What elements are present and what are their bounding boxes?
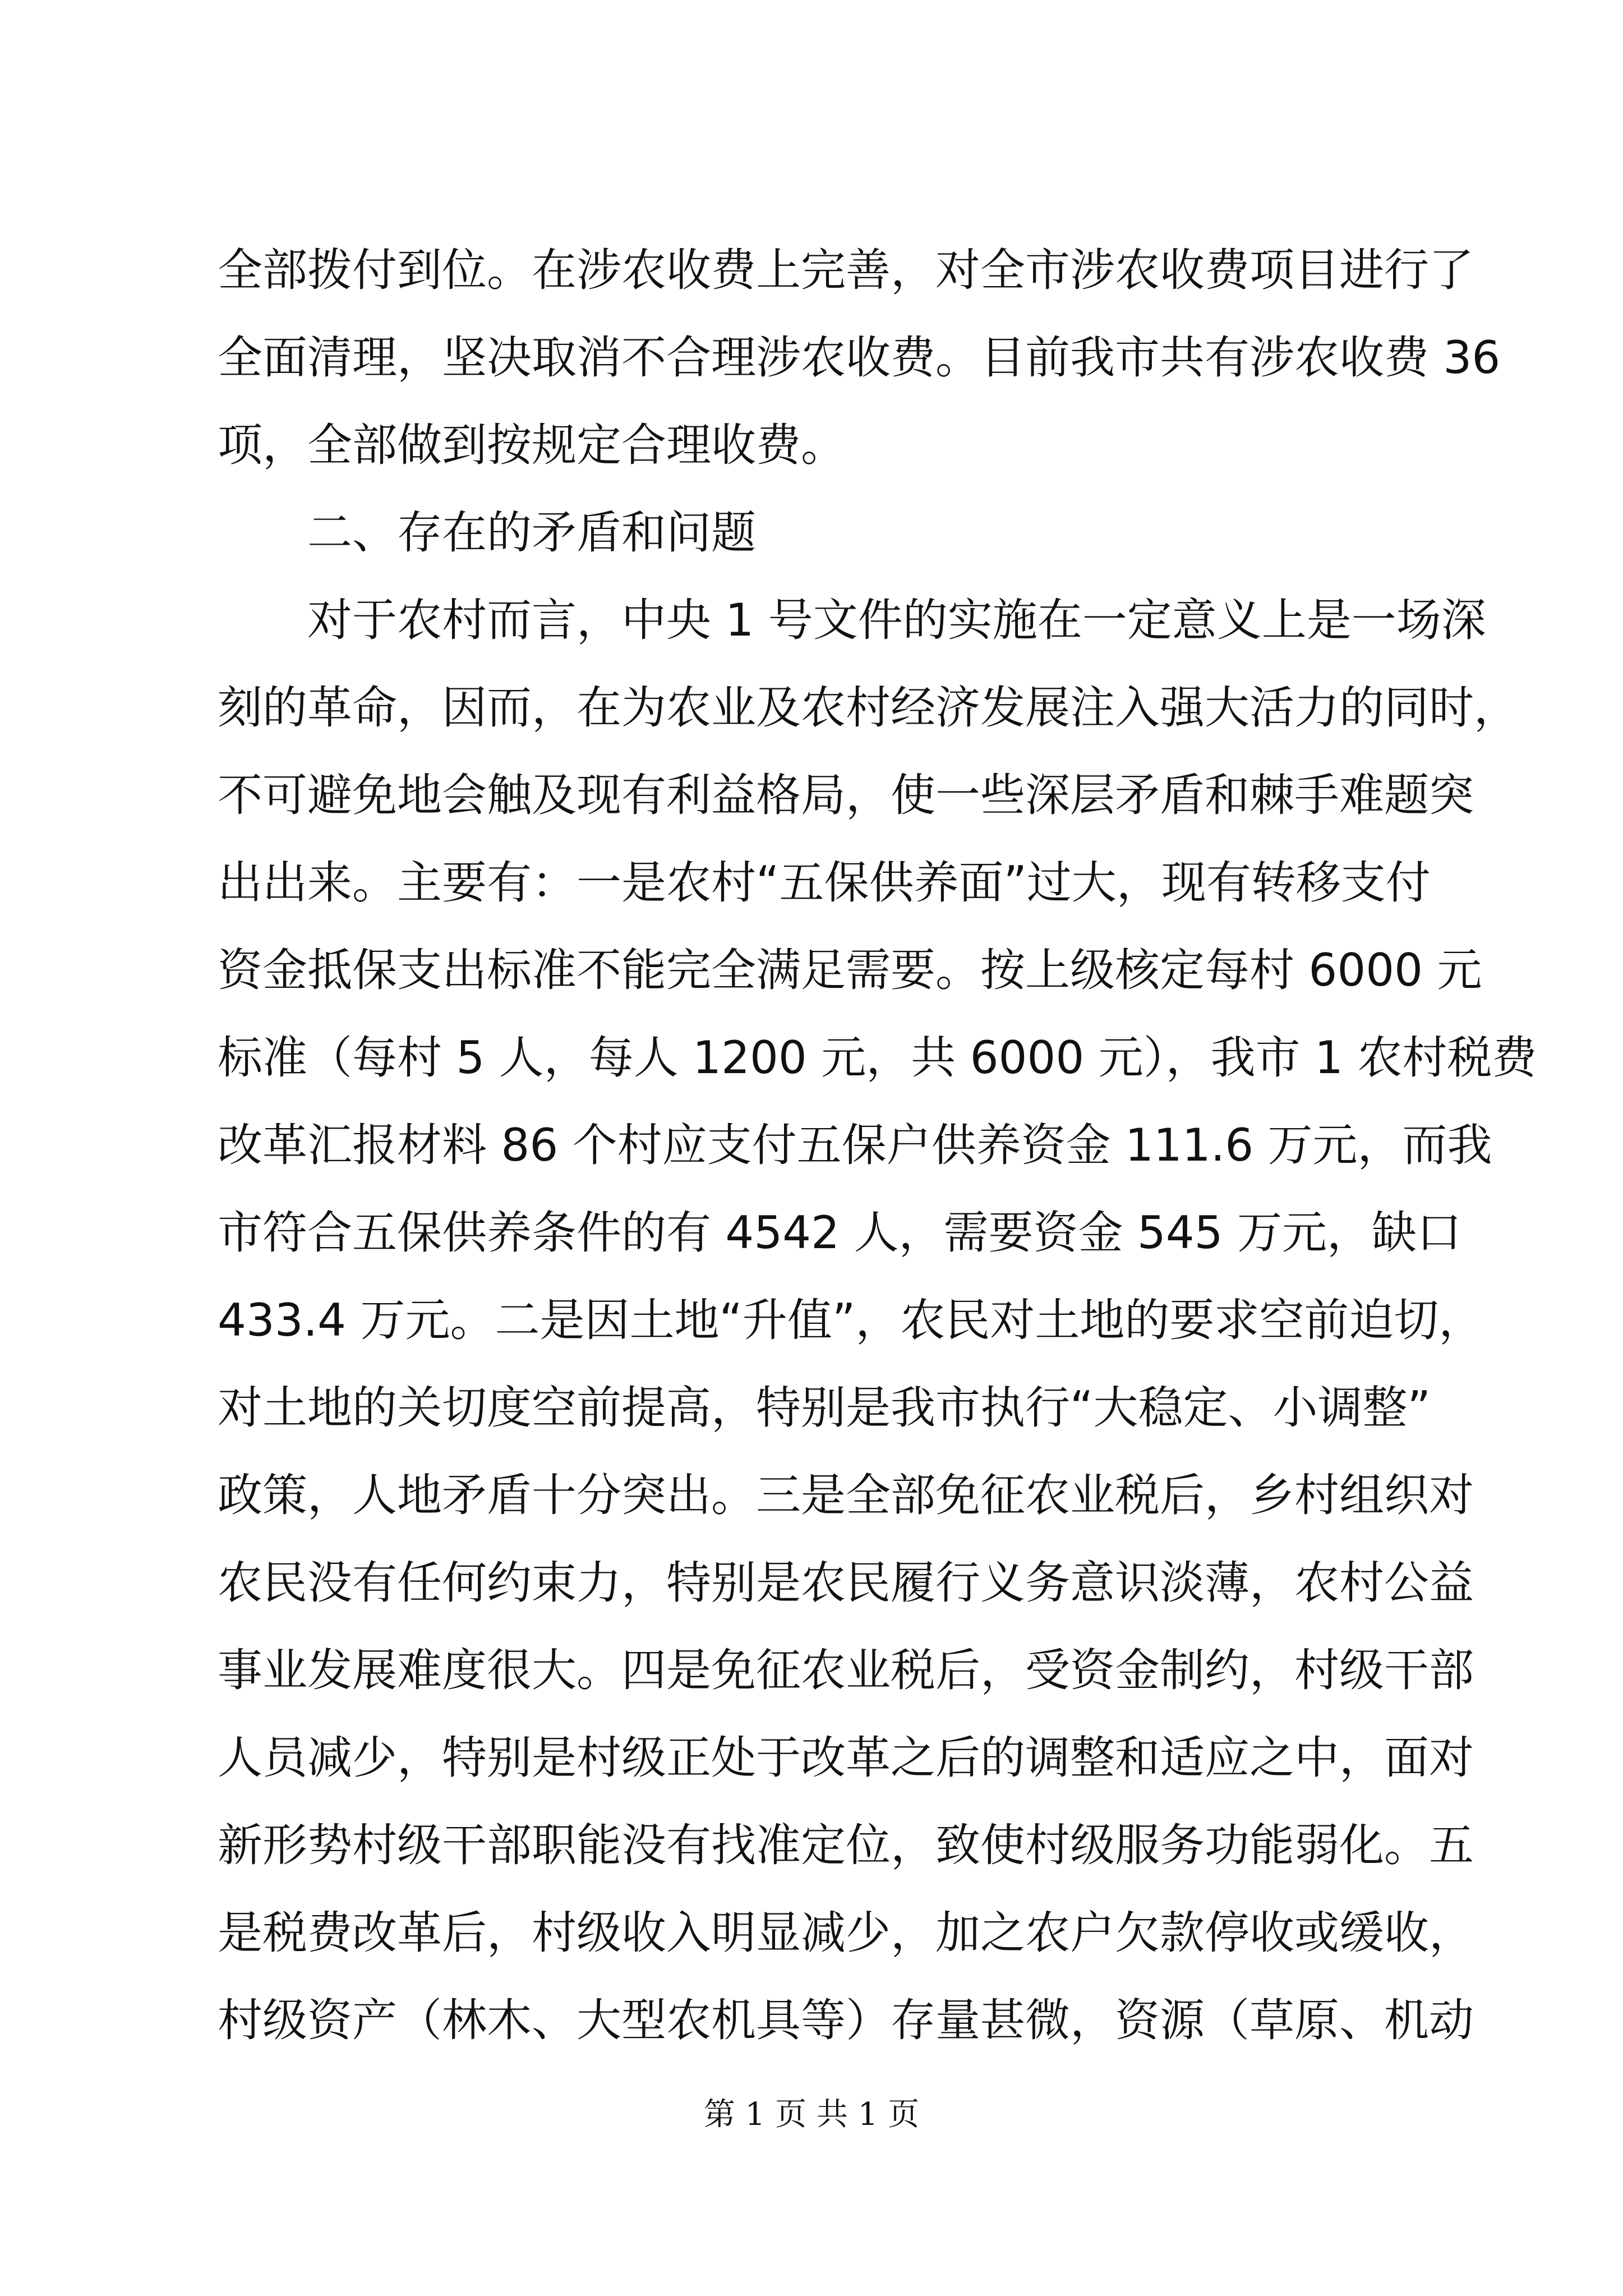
body-text-line: 改革汇报材料 86 个村应支付五保户供养资金 111.6 万元，而我	[218, 1119, 1492, 1171]
body-text-line: 标准（每村 5 人，每人 1200 元，共 6000 元），我市 1 农村税费	[218, 1032, 1537, 1084]
body-text-line: 事业发展难度很大。四是免征农业税后，受资金制约，村级干部	[218, 1644, 1474, 1696]
body-text-line: 项，全部做到按规定合理收费。	[218, 419, 846, 471]
page-number-footer: 第 1 页 共 1 页	[703, 2096, 920, 2133]
body-text-line: 433.4 万元。二是因土地“升值”，农民对土地的要求空前迫切，	[218, 1294, 1484, 1346]
body-text-line: 出出来。主要有：一是农村“五保供养面”过大，现有转移支付	[218, 857, 1431, 909]
body-text-line: 全部拨付到位。在涉农收费上完善，对全市涉农收费项目进行了	[218, 244, 1474, 296]
body-text-line: 全面清理，坚决取消不合理涉农收费。目前我市共有涉农收费 36	[218, 332, 1501, 384]
body-text-line: 是税费改革后，村级收入明显减少，加之农户欠款停收或缓收，	[218, 1907, 1474, 1959]
section-heading: 二、存在的矛盾和问题	[307, 507, 756, 559]
body-text-line: 人员减少，特别是村级正处于改革之后的调整和适应之中，面对	[218, 1732, 1474, 1784]
body-text-line: 刻的革命，因而，在为农业及农村经济发展注入强大活力的同时，	[218, 682, 1519, 734]
body-text-line: 政策，人地矛盾十分突出。三是全部免征农业税后，乡村组织对	[218, 1469, 1474, 1521]
body-text-line: 新形势村级干部职能没有找准定位，致使村级服务功能弱化。五	[218, 1819, 1474, 1871]
body-text-line: 市符合五保供养条件的有 4542 人，需要资金 545 万元，缺口	[218, 1207, 1462, 1259]
paragraph-first-line: 对于农村而言，中央 1 号文件的实施在一定意义上是一场深	[307, 594, 1486, 646]
body-text-line: 资金抵保支出标准不能完全满足需要。按上级核定每村 6000 元	[218, 944, 1482, 996]
body-text-line: 不可避免地会触及现有利益格局，使一些深层矛盾和棘手难题突	[218, 769, 1474, 821]
body-text-line: 对土地的关切度空前提高，特别是我市执行“大稳定、小调整”	[218, 1382, 1431, 1434]
body-text-line: 农民没有任何约束力，特别是农民履行义务意识淡薄，农村公益	[218, 1557, 1474, 1609]
body-text-line: 村级资产（林木、大型农机具等）存量甚微，资源（草原、机动	[218, 1994, 1474, 2046]
